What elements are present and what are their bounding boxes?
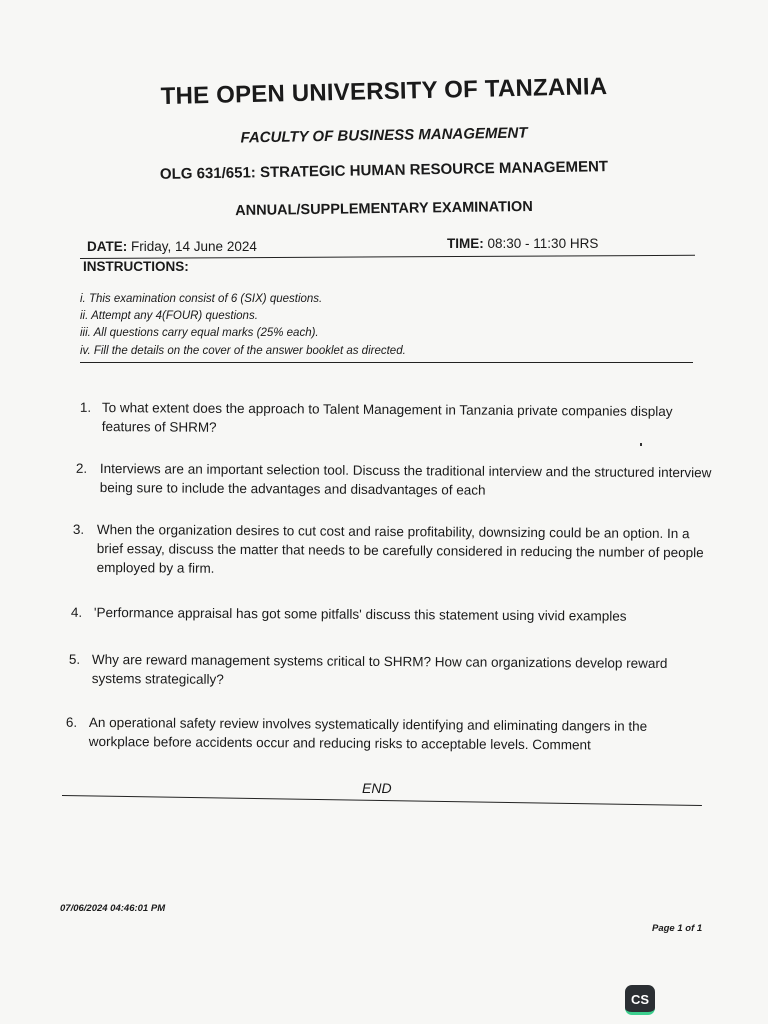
question-number: 2.	[75, 460, 88, 476]
instruction-item: iv. Fill the details on the cover of the answer booklet as directed.	[80, 345, 406, 357]
time-value: 08:30 - 11:30 HRS	[487, 236, 599, 251]
question-number: 4.	[70, 604, 83, 620]
instructions-divider	[80, 362, 693, 363]
question-text-line: 'Performance appraisal has got some pitfalls' discuss this statement using vivid examples	[93, 604, 627, 624]
camscanner-logo-icon: CS	[625, 985, 655, 1015]
question-6	[0, 712, 768, 753]
question-text-line: To what extent does the approach to Talent Management in Tanzania private companies display	[101, 400, 673, 420]
page-number: Page 1 of 1	[652, 923, 703, 934]
question-2	[0, 458, 768, 498]
question-5	[0, 649, 768, 687]
end-marker: END	[362, 780, 392, 796]
course-title: OLG 631/651: STRATEGIC HUMAN RESOURCE MANAGEMENT	[159, 158, 609, 183]
question-text-line: Why are reward management systems critical to SHRM? How can organizations develop reward	[91, 651, 668, 671]
question-text-line: features of SHRM?	[101, 419, 217, 435]
question-number: 5.	[68, 651, 81, 667]
question-number: 3.	[72, 521, 85, 537]
question-4	[0, 602, 768, 624]
question-text-line: employed by a firm.	[96, 559, 215, 576]
question-text-line: being sure to include the advantages and disadvantages of each	[99, 480, 486, 498]
exam-time	[447, 236, 598, 251]
time-label: TIME:	[447, 236, 484, 251]
date-label: DATE:	[87, 239, 128, 254]
instructions-heading: INSTRUCTIONS:	[83, 259, 189, 274]
print-timestamp: 07/06/2024 04:46:01 PM	[60, 903, 166, 914]
question-number: 1.	[79, 399, 92, 415]
question-text-line: brief essay, discuss the matter that needs to be carefully considered in reducing the number of people	[96, 540, 704, 561]
question-text-line: workplace before accidents occur and reducing risks to acceptable levels. Comment	[88, 733, 591, 753]
question-text-line: When the organization desires to cut cost and raise profitability, downsizing could be an option. In a	[96, 521, 690, 542]
faculty-name: FACULTY OF BUSINESS MANAGEMENT	[240, 124, 528, 147]
end-divider	[62, 795, 702, 806]
question-text-line: Interviews are an important selection tool. Discuss the traditional interview and the structured interview	[99, 461, 712, 481]
exam-date	[87, 239, 257, 254]
question-number: 6.	[65, 714, 78, 730]
scan-speck	[640, 443, 642, 446]
question-text-line: systems strategically?	[91, 670, 224, 687]
instruction-item: iii. All questions carry equal marks (25% each).	[80, 327, 319, 339]
question-text-line: An operational safety review involves systematically identifying and eliminating dangers in the	[88, 714, 648, 734]
question-3	[0, 519, 768, 576]
question-1	[0, 397, 768, 435]
exam-type: ANNUAL/SUPPLEMENTARY EXAMINATION	[235, 198, 533, 220]
instruction-item: ii. Attempt any 4(FOUR) questions.	[80, 310, 258, 322]
instruction-item: i. This examination consist of 6 (SIX) questions.	[80, 293, 323, 305]
date-value: Friday, 14 June 2024	[131, 239, 257, 254]
university-title: THE OPEN UNIVERSITY OF TANZANIA	[160, 72, 608, 111]
